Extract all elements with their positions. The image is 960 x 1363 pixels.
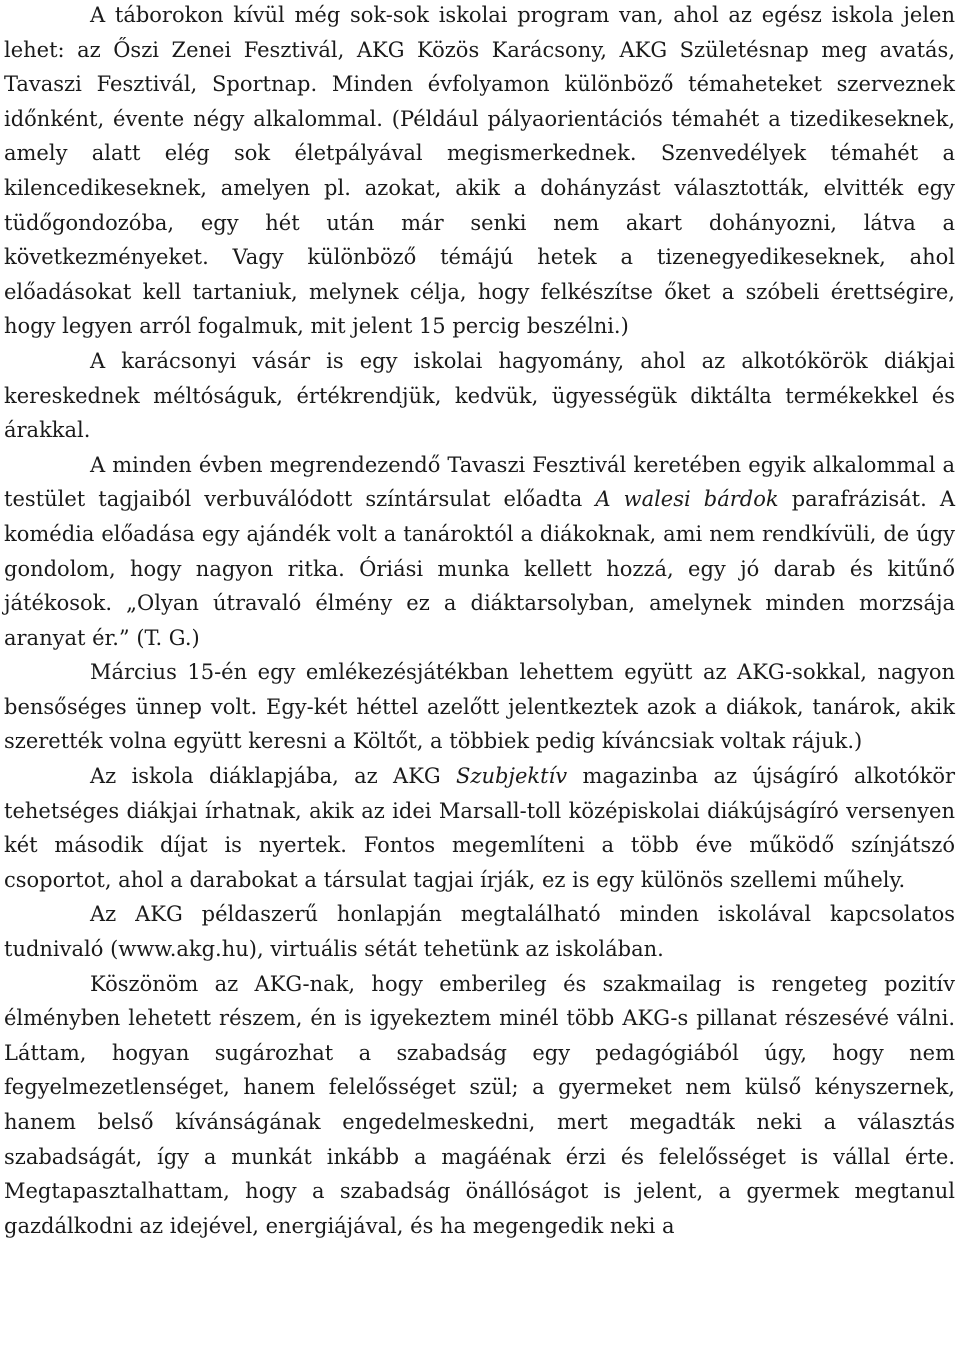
body-text xyxy=(4,0,955,1243)
paragraph-p3 xyxy=(4,448,955,656)
paragraph-text: A karácsonyi vásár is egy iskolai hagyomány, ahol az alkotókörök diákjai kereskednek méltóságuk, értékrendjük, kedvük, ügyességük diktálta termékekkel és árakkal. xyxy=(4,348,955,443)
paragraph-p7 xyxy=(4,967,955,1244)
paragraph-text: A táborokon kívül még sok-sok iskolai program van, ahol az egész iskola jelen lehet: az Őszi Zenei Fesztivál, AKG Közös Karácsony, AKG Születésnap meg avatás, Tavaszi Fesztivál, Sportnap. Minden évfolyamon különböző témaheteket szerveznek időnként, évente négy alkalommal. (Például pályaorientációs témahét a tizedikeseknek, amely alatt elég sok életpályával megismerkednek. Szenvedélyek témahét a kilencedikeseknek, amelyen pl. azokat, akik a dohányzást választották, elvitték egy tüdőgondozóba, egy hét után már senki nem akart dohányozni, látva a következményeket. Vagy különböző témájú hetek a tizenegyedikeseknek, ahol előadásokat kell tartaniuk, melynek célja, hogy felkészítse őket a szóbeli érettségire, hogy legyen arról fogalmuk, mit jelent 15 percig beszélni.) xyxy=(4,3,955,339)
paragraph-text: magazinba az újságíró alkotókör tehetséges diákjai írhatnak, akik az idei Marsall-toll középiskolai diákújságíró versenyen két második díjat is nyertek. Fontos megemlíteni a több éve működő színjátszó csoportot, ahol a darabokat a társulat tagjai írják, ez is egy különös szellemi műhely. xyxy=(4,764,956,892)
paragraph-p4 xyxy=(4,655,955,759)
paragraph-text: parafrázisát. A komédia előadása egy ajándék volt a tanároktól a diákoknak, ami nem rendkívüli, de úgy gondolom, hogy nagyon ritka. Óriási munka kellett hozzá, egy jó darab és kitűnő játékosok. „Olyan útravaló élmény ez a diáktarsolyban, amelynek minden morzsája aranyat ér.” (T. G.) xyxy=(4,487,956,650)
paragraph-p2 xyxy=(4,344,955,448)
italic-title: A walesi bárdok xyxy=(595,487,779,512)
paragraph-text: Március 15-én egy emlékezésjátékban lehettem együtt az AKG-sokkal, nagyon bensőséges ünnep volt. Egy-két héttel azelőtt jelentkeztek azok a diákok, tanárok, akik szerették volna együtt keresni a Költőt, a többiek pedig kíváncsiak voltak rájuk.) xyxy=(4,660,955,754)
paragraph-p1 xyxy=(4,0,955,344)
paragraph-p6 xyxy=(4,897,955,966)
paragraph-text: Az AKG példaszerű honlapján megtalálható minden iskolával kapcsolatos tudnivaló (www.akg.hu), virtuális sétát tehetünk az iskolában. xyxy=(4,902,955,962)
paragraph-p5 xyxy=(4,759,955,897)
paragraph-text: Köszönöm az AKG-nak, hogy emberileg és szakmailag is rengeteg pozitív élményben lehetett részem, én is igyekeztem minél több AKG-s pillanat részesévé válni. Láttam, hogyan sugározhat a szabadság egy pedagógiából úgy, hogy nem fegyelmezetlenséget, hanem felelősséget szül; a gyermeket nem külső kényszernek, hanem belső kívánságának engedelmeskedni, mert megadták neki a választás szabadságát, így a munkát inkább a magáénak érzi és felelősséget is vállal érte. Megtapasztalhattam, hogy a szabadság önállóságot is jelent, a gyermek megtanul gazdálkodni az idejével, energiájával, és ha megengedik neki a xyxy=(4,971,955,1238)
paragraph-text: Az iskola diáklapjába, az AKG xyxy=(90,764,457,789)
paragraph-text: A minden évben megrendezendő Tavaszi Fesztivál keretében egyik alkalommal a testület tagjaiból verbuválódott színtársulat előadta xyxy=(4,452,955,512)
italic-title: Szubjektív xyxy=(456,764,568,789)
